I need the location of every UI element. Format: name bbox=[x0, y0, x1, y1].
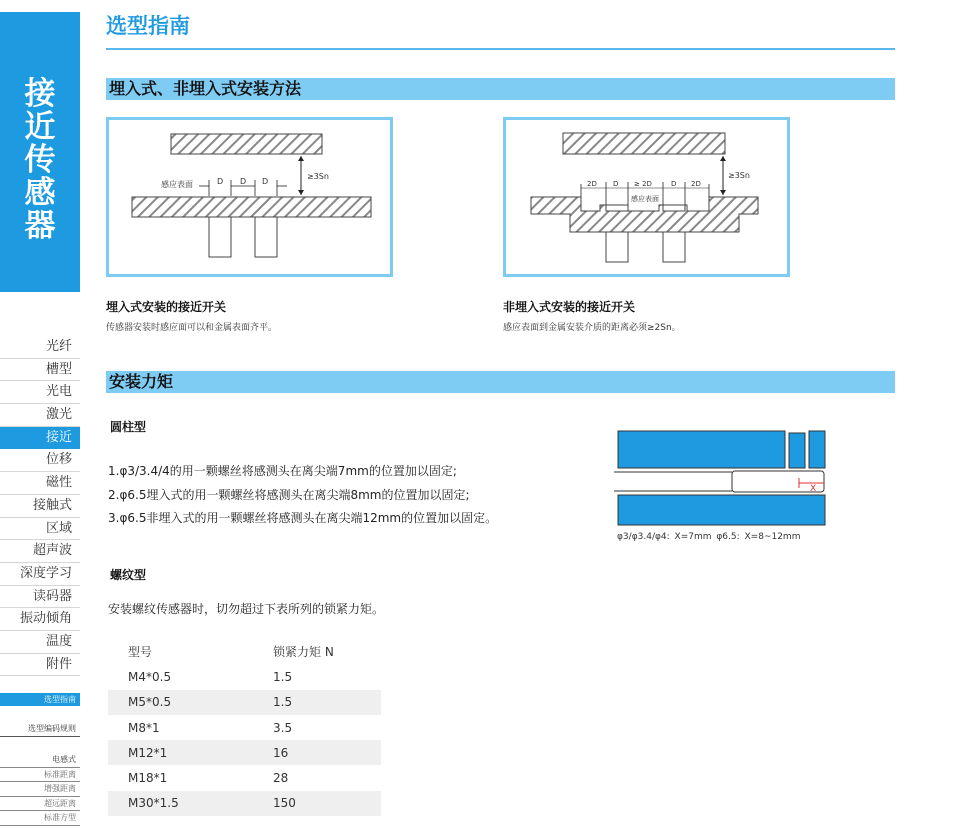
d-label: D bbox=[613, 180, 619, 188]
sidebar-item-laser[interactable]: 激光 bbox=[0, 404, 80, 427]
table-row bbox=[108, 690, 381, 715]
model-cell: M4*0.5 bbox=[128, 669, 172, 684]
sub-nav-extra-long-distance[interactable]: 超远距离 bbox=[0, 797, 80, 812]
surface-label: 感应表面 bbox=[631, 195, 659, 203]
model-cell: M30*1.5 bbox=[108, 791, 273, 816]
sensor-right bbox=[255, 217, 277, 257]
set-screw-left bbox=[789, 433, 805, 468]
category-char: 感 bbox=[24, 175, 56, 211]
sensor-right bbox=[663, 232, 685, 262]
model-cell: M5*0.5 bbox=[108, 690, 273, 715]
torque-cell: 3.5 bbox=[273, 720, 293, 735]
table-row bbox=[108, 740, 381, 765]
sub-nav-standard-square[interactable]: 标准方型 bbox=[0, 811, 80, 826]
cylinder-instruction-3: 3.φ6.5非埋入式的用一颗螺丝将感测头在离尖端12mm的位置加以固定。 bbox=[108, 511, 498, 525]
flush-mount-description: 传感器安装时感应面可以和金属表面齐平。 bbox=[106, 323, 278, 333]
non-flush-mount-description: 感应表面到金属安装介质的距离必须≥2Sn。 bbox=[503, 323, 681, 333]
model-cell: M8*1 bbox=[128, 720, 160, 735]
category-char: 传 bbox=[24, 142, 56, 178]
sub-nav-standard-distance[interactable]: 标准距离 bbox=[0, 768, 80, 783]
set-screw-right bbox=[809, 431, 825, 468]
sensor-head-left bbox=[606, 205, 628, 211]
sidebar-item-displacement[interactable]: 位移 bbox=[0, 449, 80, 472]
category-char: 近 bbox=[24, 109, 56, 145]
thread-torque-note: 安装螺纹传感器时，切勿超过下表所列的锁紧力矩。 bbox=[108, 602, 385, 616]
upper-block bbox=[618, 431, 785, 468]
sidebar-item-accessories[interactable]: 附件 bbox=[0, 654, 80, 677]
arrow-head-up bbox=[298, 156, 304, 161]
category-char: 器 bbox=[24, 208, 56, 244]
sidebar-item-slot[interactable]: 槽型 bbox=[0, 359, 80, 382]
arrow-head-down bbox=[298, 190, 304, 195]
sidebar-item-contact[interactable]: 接触式 bbox=[0, 495, 80, 518]
torque-cell: 1.5 bbox=[273, 690, 381, 715]
sensor-left bbox=[606, 232, 628, 262]
ge-two-d-label: ≥ 2D bbox=[634, 180, 652, 188]
table-header-row bbox=[108, 639, 381, 664]
sidebar-item-area[interactable]: 区域 bbox=[0, 518, 80, 541]
sidebar-item-photoelectric[interactable]: 光电 bbox=[0, 381, 80, 404]
sidebar-item-proximity[interactable]: 接近 bbox=[0, 427, 80, 450]
table-row bbox=[108, 765, 381, 790]
torque-cell: 16 bbox=[273, 740, 381, 765]
sidebar-item-deep-learning[interactable]: 深度学习 bbox=[0, 563, 80, 586]
cylinder-instruction-2: 2.φ6.5埋入式的用一颗螺丝将感测头在离尖端8mm的位置加以固定; bbox=[108, 488, 470, 502]
top-metal-plate bbox=[171, 134, 322, 154]
sidebar-item-vibration[interactable]: 振动倾角 bbox=[0, 608, 80, 631]
two-d-label: 2D bbox=[691, 180, 701, 188]
non-flush-mount-diagram bbox=[503, 117, 790, 277]
sub-nav-coding-rules[interactable]: 选型编码规则 bbox=[0, 722, 80, 737]
non-flush-mount-title: 非埋入式安装的接近开关 bbox=[503, 300, 636, 314]
torque-cell: 28 bbox=[273, 771, 289, 786]
torque-cell: 1.5 bbox=[273, 669, 293, 684]
category-char: 接 bbox=[24, 76, 56, 112]
cylinder-diagram-caption: φ3/φ3.4/φ4: X=7mm φ6.5: X=8~12mm bbox=[617, 532, 801, 542]
mounting-plate bbox=[132, 197, 371, 217]
cylinder-type-heading: 圆柱型 bbox=[110, 420, 147, 434]
cylinder-mount-diagram bbox=[614, 427, 834, 527]
column-header-torque: 锁紧力矩 N bbox=[273, 639, 381, 664]
sub-nav-list bbox=[0, 753, 80, 826]
d-label: D bbox=[262, 177, 269, 186]
d-label: D bbox=[217, 177, 224, 186]
flush-mount-title: 埋入式安装的接近开关 bbox=[106, 300, 227, 314]
gap-label: ≥3Sn bbox=[307, 172, 329, 181]
category-title bbox=[0, 78, 80, 243]
model-cell: M18*1 bbox=[128, 771, 168, 786]
sidebar-item-code-reader[interactable]: 读码器 bbox=[0, 586, 80, 609]
title-divider bbox=[106, 48, 895, 50]
sub-nav-selection-guide[interactable]: 选型指南 bbox=[0, 693, 80, 706]
section-heading-installation: 埋入式、非埋入式安装方法 bbox=[106, 78, 895, 100]
top-metal-plate bbox=[563, 133, 725, 154]
sidebar-item-temperature[interactable]: 温度 bbox=[0, 631, 80, 654]
flush-mount-drawing bbox=[109, 120, 390, 274]
x-label: X bbox=[810, 484, 817, 494]
thread-type-heading: 螺纹型 bbox=[110, 568, 147, 582]
sidebar-nav bbox=[0, 336, 80, 676]
column-header-model: 型号 bbox=[108, 639, 273, 664]
section-heading-torque: 安装力矩 bbox=[106, 371, 895, 393]
d-label: D bbox=[671, 180, 677, 188]
lower-block bbox=[618, 495, 825, 525]
flush-mount-diagram bbox=[106, 117, 393, 277]
sub-nav-enhanced-distance[interactable]: 增强距离 bbox=[0, 782, 80, 797]
sidebar-item-fiber[interactable]: 光纤 bbox=[0, 336, 80, 359]
gap-label: ≥3Sn bbox=[728, 171, 750, 180]
table-row bbox=[108, 791, 381, 816]
cylinder-instruction-1: 1.φ3/3.4/4的用一颗螺丝将感测头在离尖端7mm的位置加以固定; bbox=[108, 464, 457, 478]
sidebar-item-magnetic[interactable]: 磁性 bbox=[0, 472, 80, 495]
page-title: 选型指南 bbox=[106, 14, 190, 38]
torque-table bbox=[108, 639, 381, 816]
two-d-label: 2D bbox=[587, 180, 597, 188]
torque-cell: 150 bbox=[273, 791, 381, 816]
non-flush-mount-drawing bbox=[506, 120, 787, 274]
model-cell: M12*1 bbox=[108, 740, 273, 765]
surface-label: 感应表面 bbox=[161, 180, 193, 189]
sensor-left bbox=[209, 217, 231, 257]
table-row bbox=[108, 664, 381, 689]
d-label: D bbox=[240, 177, 247, 186]
table-row bbox=[108, 715, 381, 740]
sensor-head-right bbox=[663, 205, 685, 211]
sub-nav-inductive[interactable]: 电感式 bbox=[0, 753, 80, 768]
sidebar-item-ultrasonic[interactable]: 超声波 bbox=[0, 540, 80, 563]
